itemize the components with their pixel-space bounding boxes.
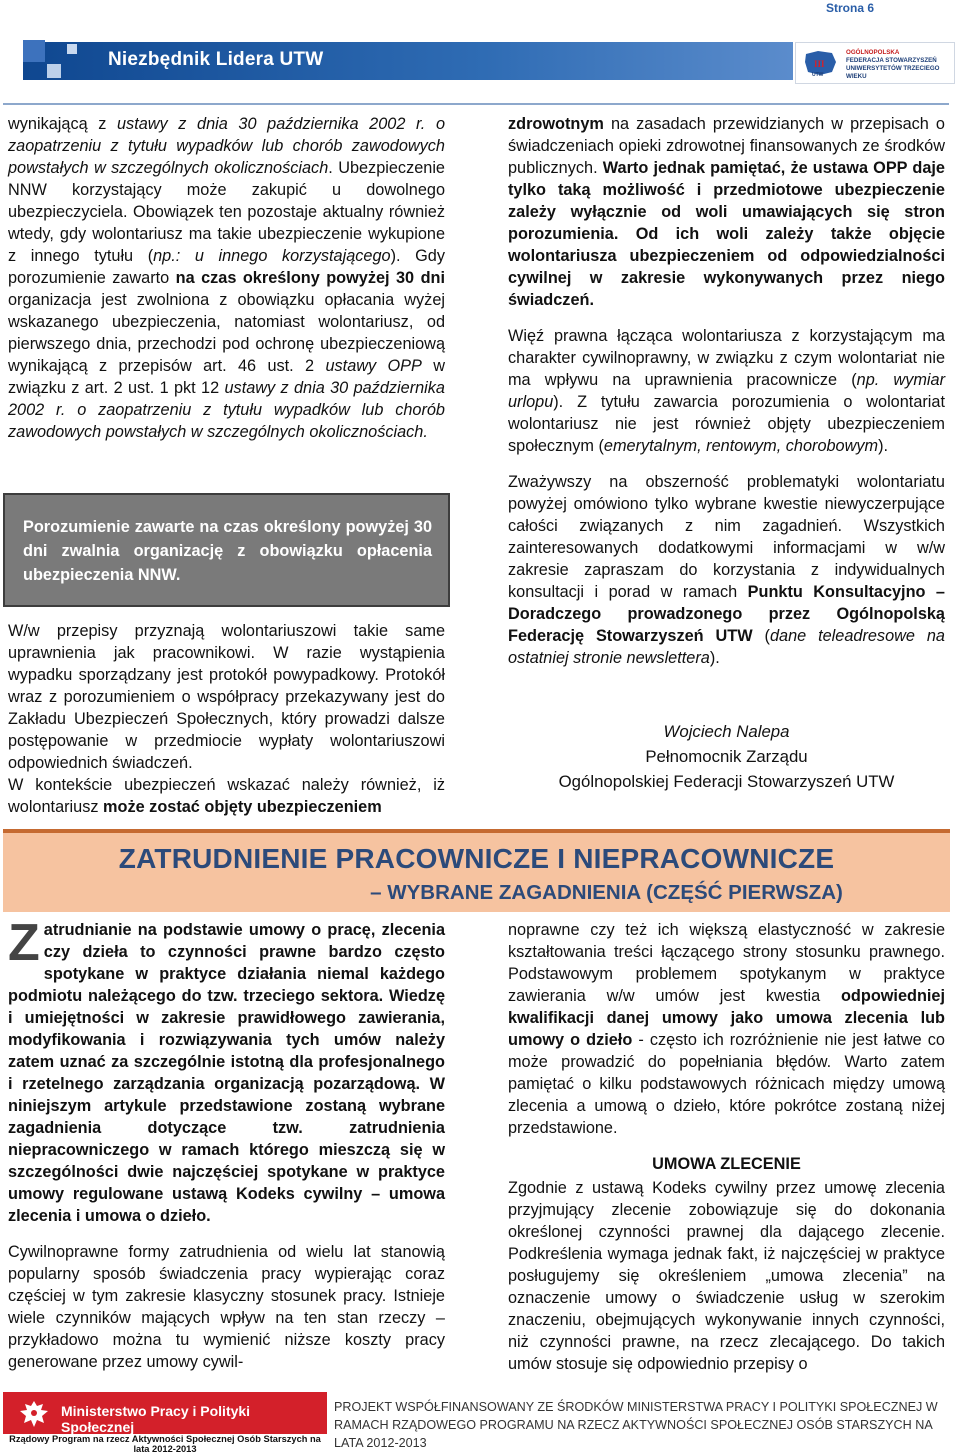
article-column-right-bottom — [508, 919, 945, 1389]
page-number: Strona 6 — [825, 1, 874, 15]
paragraph: W kontekście ubezpieczeń wskazać należy również, iż wolontariusz może zostać objęty ubezpieczeniem — [8, 776, 445, 816]
paragraph: W/w przepisy przyznają wolontariuszowi takie same uprawnienia jak pracownikowi. W razie wystąpienia wypadku sporządzany jest protokół powypadkowy. Protokół wraz z porozumieniem o współpracy przekazywany jest do Zakładu Ubezpieczeń Społecznych, który prowadzi dalsze postępowanie w przedmiocie wypłaty wolontariuszowi odpowiednich świadczeń. — [8, 622, 445, 772]
paragraph: noprawne czy też ich większą elastyczność w zakresie kształtowania treści łączącego strony stosunku prawnego. Podstawowym problemem spotykanym w praktyce zawierania w/w umów jest kwestia odpowiedniej kwalifikacji danej umowy jako umowa zlecenia lub umowy o dzieło - często ich rozróżnienie nie jest łatwe co może prowadzić do popełniania błędów. Warto zatem pamiętać o kilku podstawowych różnicach między umową zlecenia a umową o dzieło, które pokrótce zostaną niżej przedstawione. — [508, 921, 945, 1137]
ministry-logo — [3, 1392, 327, 1434]
banner-bar — [23, 42, 793, 80]
paragraph: wynikającą z ustawy z dnia 30 października 2002 r. o zaopatrzeniu z tytułu wypadków lub chorób zawodowych powstałych w szczególnych okolicznościach. Ubezpieczenie NNW korzystający może zakupić u dowolnego ubezpieczyciela. Obowiązek ten pozostaje aktualny również wtedy, gdy wolontariusz ma takie ubezpieczenie wykupione z innego tytułu (np.: u innego korzystającego). Gdy porozumienie zawarto na czas określony powyżej 30 dni organizacja jest zwolniona z obowiązku opłacania wyżej wskazanego ubezpieczenia, natomiast wolontariusz, od pierwszego dnia, przechodzi pod ochronę ubezpieczeniową wynikającą z przepisów art. 46 ust. 2 ustawy OPP w związku z art. 2 ust. 1 pkt 12 ustawy z dnia 30 października 2002 r. o zaopatrzeniu z tytułu wypadków lub chorób zawodowych powstałych w szczególnych okolicznościach. — [8, 115, 445, 441]
program-name: Rządowy Program na rzecz Aktywności Społecznej Osób Starszych na lata 2012-2013 — [9, 1434, 321, 1453]
section-subtitle: – WYBRANE ZAGADNIENIA (CZĘŚĆ PIERWSZA) — [370, 881, 843, 904]
lead-paragraph: Zatrudnianie na podstawie umowy o pracę, zlecenia czy dzieła to czynności prawne bardzo często spotykane w praktyce działania niemal każdego podmiotu należącego do tzw. trzeciego sektora. Wiedzę i umiejętności w zakresie prawidłowego zawierania, modyfikowania i rozwiązywania tych umów należy zatem uznać za szczególnie istotną dla profesjonalnego i rzetelnego zarządzania organizacją pozarządową. W niniejszym artykule przedstawione zostaną wybrane zagadnienia dotyczące tzw. zatrudnienia niepracowniczego w ramach którego mieszczą się w szczególności dwie najczęściej spotykane w praktyce umowy regulowane ustawą Kodeks cywilny – umowa zlecenia i umowa o dzieło. — [8, 914, 445, 1225]
section-header — [3, 833, 950, 912]
article-column-right-top — [508, 113, 945, 683]
highlight-callout: Porozumienie zawarte na czas określony powyżej 30 dni zwalnia organizację z obowiązku opłacenia ubezpieczenia NNW. — [3, 493, 450, 607]
decorative-square — [23, 40, 45, 62]
svg-text:III: III — [814, 59, 825, 69]
federation-logo — [795, 42, 955, 84]
ministry-name: Ministerstwo Pracy i Polityki Społecznej — [61, 1403, 251, 1435]
eagle-emblem-icon — [17, 1398, 51, 1430]
decorative-square — [47, 64, 61, 78]
paragraph: Zgodnie z ustawą Kodeks cywilny przez umowę zlecenia przyjmujący zlecenie zobowiązuje się do dokonania określonej czynności prawnej dla dającego zlecenie. Podkreślenia wymaga jednak fakt, iż najczęściej w praktyce posługujemy się określeniem „umowa zlecenia” na oznaczenie umowy o świadczenie usług w szerokim znaczeniu, obejmujących wykonywanie innych czynności, niż czynności prawne, na rzecz zlecającego. Do takich umów stosuje się odpowiednio przepisy o — [508, 1179, 945, 1373]
article-column-left-bottom — [8, 914, 445, 1387]
federation-logo-text: OGÓLNOPOLSKA FEDERACJA STOWARZYSZEŃ UNIWERSYTETÓW TRZECIEGO WIEKU — [846, 49, 940, 80]
author-signature — [508, 719, 945, 794]
utw-logo-icon — [802, 48, 840, 78]
article-column-left-top — [8, 113, 445, 457]
article-column-left-mid — [8, 620, 445, 818]
newsletter-banner — [3, 20, 958, 100]
section-title: ZATRUDNIENIE PRACOWNICZE I NIEPRACOWNICZE — [118, 843, 835, 874]
banner-divider — [3, 103, 949, 105]
svg-text:UTW: UTW — [812, 72, 824, 78]
paragraph: zdrowotnym na zasadach przewidzianych w przepisach o świadczeniach opieki zdrowotnej finansowanych ze środków publicznych. Warto jednak pamiętać, że ustawa OPP daje tylko taką możliwość i przedmiotowe ubezpieczenie zależy wyłącznie od woli umawiających się stron porozumienia. Od ich woli zależy także objęcie wolontariusza ubezpieczeniem od odpowiedzialności cywilnej w zakresie wykonywanych przez niego świadczeń. — [508, 115, 945, 309]
newsletter-title: Niezbędnik Lidera UTW — [108, 49, 324, 70]
funding-note: PROJEKT WSPÓŁFINANSOWANY ZE ŚRODKÓW MINISTERSTWA PRACY I POLITYKI SPOŁECZNEJ W RAMACH RZĄDOWEGO PROGRAMU NA RZECZ AKTYWNOŚCI SPOŁECZNEJ OSÓB STARSZYCH NA LATA 2012-2013 — [334, 1400, 938, 1450]
paragraph: Cywilnoprawne formy zatrudnienia od wielu lat stanowią popularny sposób świadczenia pracy wypierając coraz częściej w tym zakresie klasyczny stosunek pracy. Istnieje wiele czynników mających wpływ na ten stan rzeczy – przykładowo można tu wymienić niższe koszty pracy generowane przez umowy cywil- — [8, 1243, 445, 1371]
author-organization: Ogólnopolskiej Federacji Stowarzyszeń UTW — [558, 772, 895, 791]
drop-cap: Z — [8, 914, 40, 972]
author-name: Wojciech Nalepa — [663, 722, 790, 741]
subsection-heading: UMOWA ZLECENIE — [652, 1155, 801, 1173]
author-role: Pełnomocnik Zarządu — [645, 747, 808, 766]
decorative-square — [67, 44, 77, 54]
paragraph: Więź prawna łącząca wolontariusza z korzystającym ma charakter cywilnoprawny, w związku z czym wolontariat nie ma wpływu na uprawnienia pracownicze (np. wymiar urlopu). Z tytułu zawarcia porozumienia o wolontariat wolontariusz nie jest również objęty ubezpieczeniem społecznym (emerytalnym, rentowym, chorobowym). — [508, 327, 945, 455]
paragraph: Zważywszy na obszerność problematyki wolontariatu powyżej omówiono tylko wybrane kwestie niewyczerpujące całości związanych z nim zagadnień. Wszystkich zainteresowanych dodatkowymi informacjami w w/w zakresie zapraszam do korzystania z indywidualnych konsultacji i porad w ramach Punktu Konsultacyjno – Doradczego prowadzonego przez Ogólnopolską Federację Stowarzyszeń UTW (dane teleadresowe na ostatniej stronie newslettera). — [508, 473, 945, 667]
page-footer — [0, 1390, 960, 1453]
